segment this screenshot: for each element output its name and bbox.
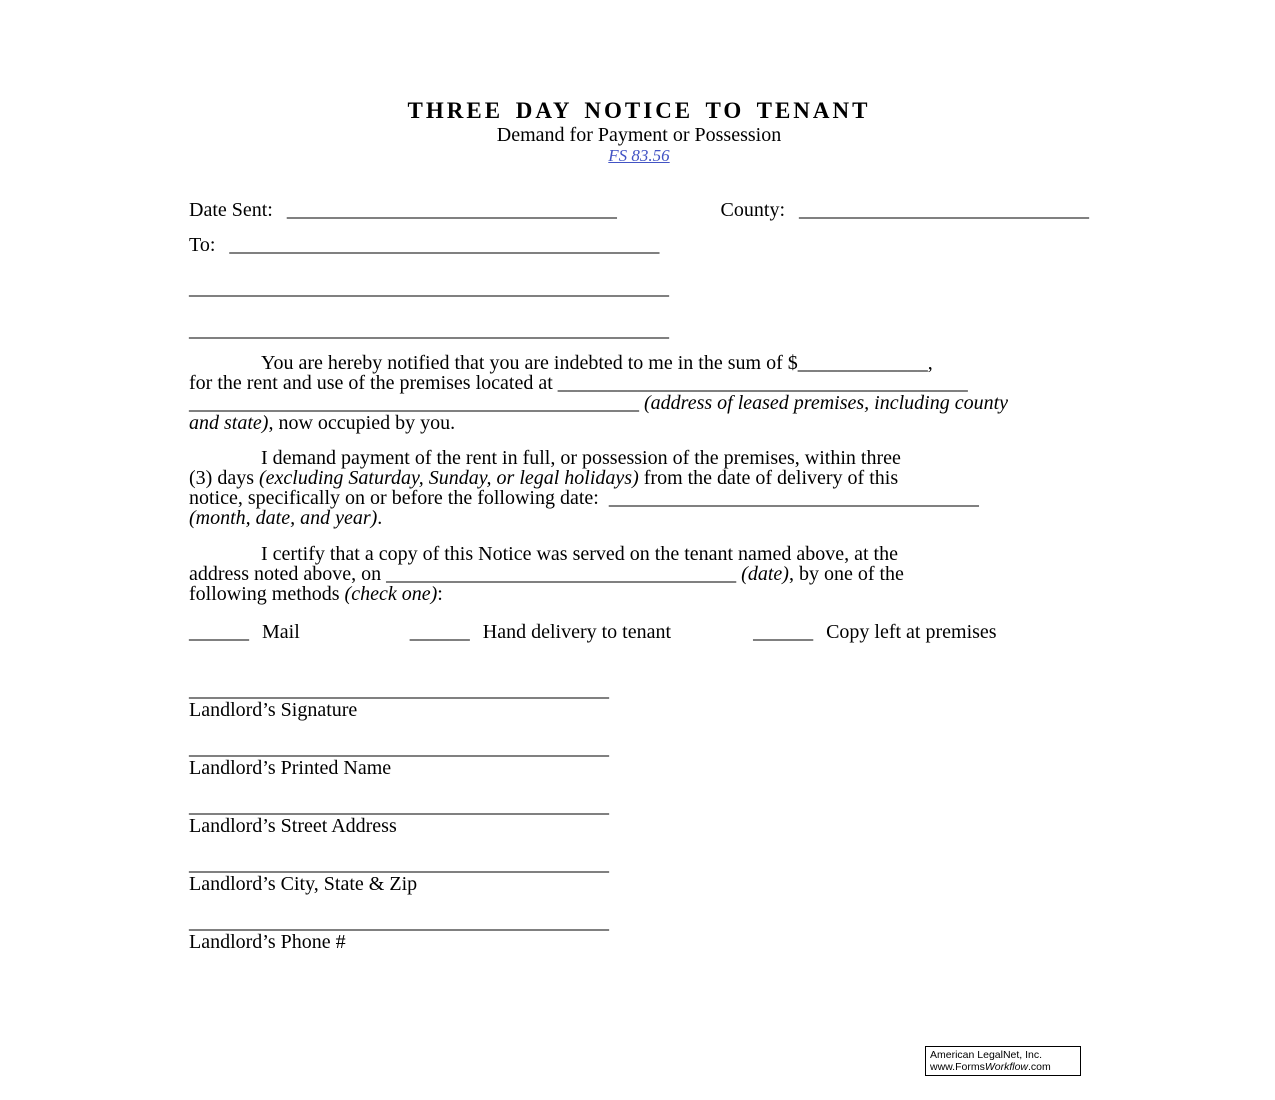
- p3-line1-text: I certify that a copy of this Notice was served on the tenant named above, at the: [261, 543, 898, 565]
- landlord-signature-label: Landlord’s Signature: [189, 699, 358, 721]
- legalnet-company-line: American LegalNet, Inc.: [930, 1049, 1043, 1061]
- copy-left-label: Copy left at premises: [826, 621, 997, 643]
- notice-paragraph-2: [189, 448, 1089, 528]
- landlord-street-address-block: [189, 796, 1089, 836]
- address-blank-line-2[interactable]: ________________________________________________: [189, 319, 669, 341]
- landlord-phone-label: Landlord’s Phone #: [189, 931, 346, 953]
- copy-left-check-blank[interactable]: ______: [753, 621, 814, 643]
- landlord-signature-blank[interactable]: __________________________________________: [189, 679, 609, 701]
- service-date-blank[interactable]: ___________________________________: [386, 563, 737, 585]
- p1-line-4: [189, 413, 1089, 433]
- p2-line-1: [189, 448, 1089, 468]
- service-method-mail: [189, 622, 300, 642]
- mail-check-blank[interactable]: ______: [189, 621, 249, 643]
- p2-line1-text: I demand payment of the rent in full, or possession of the premises, within three: [261, 447, 901, 469]
- p3-line-2: [189, 564, 1089, 584]
- landlord-signature-section: [189, 680, 1089, 952]
- landlord-printed-name-block: [189, 738, 1089, 778]
- premises-address-note-italic: (address of leased premises, including county: [644, 392, 1009, 414]
- tenant-address-line-2: [189, 320, 1089, 340]
- hand-delivery-check-blank[interactable]: ______: [409, 621, 470, 643]
- legalnet-stamp: [925, 1046, 1081, 1076]
- landlord-signature-line: [189, 680, 1089, 700]
- landlord-signature-block: [189, 680, 1089, 720]
- p1-line2-text: for the rent and use of the premises located at: [189, 372, 558, 394]
- legalnet-url-workflow: Workflow: [984, 1061, 1029, 1073]
- to-row: [189, 235, 1089, 255]
- p3-line3-pre: following methods: [189, 583, 345, 605]
- p2-line-4: [189, 508, 1089, 528]
- p1-line-1: [189, 353, 1089, 373]
- premises-address-blank-2[interactable]: _____________________________________________: [189, 392, 639, 414]
- p2-line4-text: .: [377, 507, 383, 529]
- legalnet-url-suffix: .com: [1028, 1061, 1051, 1073]
- document-title: THREE DAY NOTICE TO TENANT: [407, 98, 871, 123]
- holidays-note-italic: (excluding Saturday, Sunday, or legal holidays): [258, 467, 639, 489]
- to-blank[interactable]: ___________________________________________: [229, 234, 660, 256]
- date-county-row: [189, 200, 1089, 220]
- hand-delivery-label: Hand delivery to tenant: [482, 621, 672, 643]
- premises-address-blank-1[interactable]: _________________________________________: [557, 372, 968, 394]
- p2-line-2: [189, 468, 1089, 488]
- landlord-city-state-zip-blank[interactable]: __________________________________________: [189, 853, 609, 875]
- date-sent-label: Date Sent:: [189, 199, 273, 221]
- landlord-printed-name-label: Landlord’s Printed Name: [189, 757, 392, 779]
- due-date-blank[interactable]: _____________________________________: [608, 487, 979, 509]
- legalnet-url-line: [930, 1061, 1076, 1073]
- county-field-group: [721, 200, 1089, 220]
- service-method-copy-left: [753, 622, 997, 642]
- p1-line-3: [189, 393, 1089, 413]
- statute-reference: [189, 147, 1089, 165]
- date-note-italic: (date): [741, 563, 789, 585]
- service-method-row: [189, 622, 1089, 642]
- p3-line2-pre: address noted above, on: [189, 563, 387, 585]
- service-method-hand-delivery: [410, 622, 671, 642]
- statute-link[interactable]: FS 83.56: [608, 146, 670, 165]
- date-sent-blank[interactable]: _________________________________: [286, 199, 617, 221]
- address-blank-line-1[interactable]: ________________________________________________: [189, 277, 669, 299]
- p3-line-1: [189, 544, 1089, 564]
- landlord-city-state-zip-label: Landlord’s City, State & Zip: [189, 873, 418, 895]
- p3-line2-post: , by one of the: [788, 563, 904, 585]
- premises-address-note-italic-continued: and state): [189, 412, 269, 434]
- document-subtitle: Demand for Payment or Possession: [496, 124, 782, 146]
- landlord-city-state-zip-block: [189, 854, 1089, 894]
- notice-paragraph-1: [189, 353, 1089, 433]
- p3-line-3: [189, 584, 1089, 604]
- landlord-phone-block: [189, 912, 1089, 952]
- county-label: County:: [720, 199, 785, 221]
- p1-line1-after: ,: [927, 352, 933, 374]
- landlord-street-address-label: Landlord’s Street Address: [189, 815, 397, 837]
- p3-line3-post: :: [437, 583, 443, 605]
- check-one-note-italic: (check one): [344, 583, 438, 605]
- p1-line1-text: You are hereby notified that you are indebted to me in the sum of $: [261, 352, 798, 374]
- date-format-note-italic: (month, date, and year): [189, 507, 378, 529]
- landlord-street-address-line: [189, 796, 1089, 816]
- p1-line-2: [189, 373, 1089, 393]
- landlord-city-state-zip-line: [189, 854, 1089, 874]
- landlord-printed-name-blank[interactable]: __________________________________________: [189, 737, 609, 759]
- to-label: To:: [189, 234, 216, 256]
- notice-paragraph-3: [189, 544, 1089, 604]
- document-content: [189, 97, 1089, 970]
- landlord-printed-name-line: [189, 738, 1089, 758]
- p2-line3-text: notice, specifically on or before the following date:: [189, 487, 609, 509]
- legalnet-url-prefix: www.Forms: [930, 1061, 985, 1073]
- p2-line2-post: from the date of delivery of this: [638, 467, 899, 489]
- tenant-address-line-1: [189, 278, 1089, 298]
- amount-blank[interactable]: _____________: [797, 352, 928, 374]
- p2-line2-pre: (3) days: [189, 467, 259, 489]
- p2-line-3: [189, 488, 1089, 508]
- p1-line4-text: , now occupied by you.: [268, 412, 456, 434]
- landlord-phone-blank[interactable]: __________________________________________: [189, 911, 609, 933]
- mail-label: Mail: [262, 621, 300, 643]
- landlord-street-address-blank[interactable]: __________________________________________: [189, 795, 609, 817]
- county-blank[interactable]: _____________________________: [799, 199, 1089, 221]
- landlord-phone-line: [189, 912, 1089, 932]
